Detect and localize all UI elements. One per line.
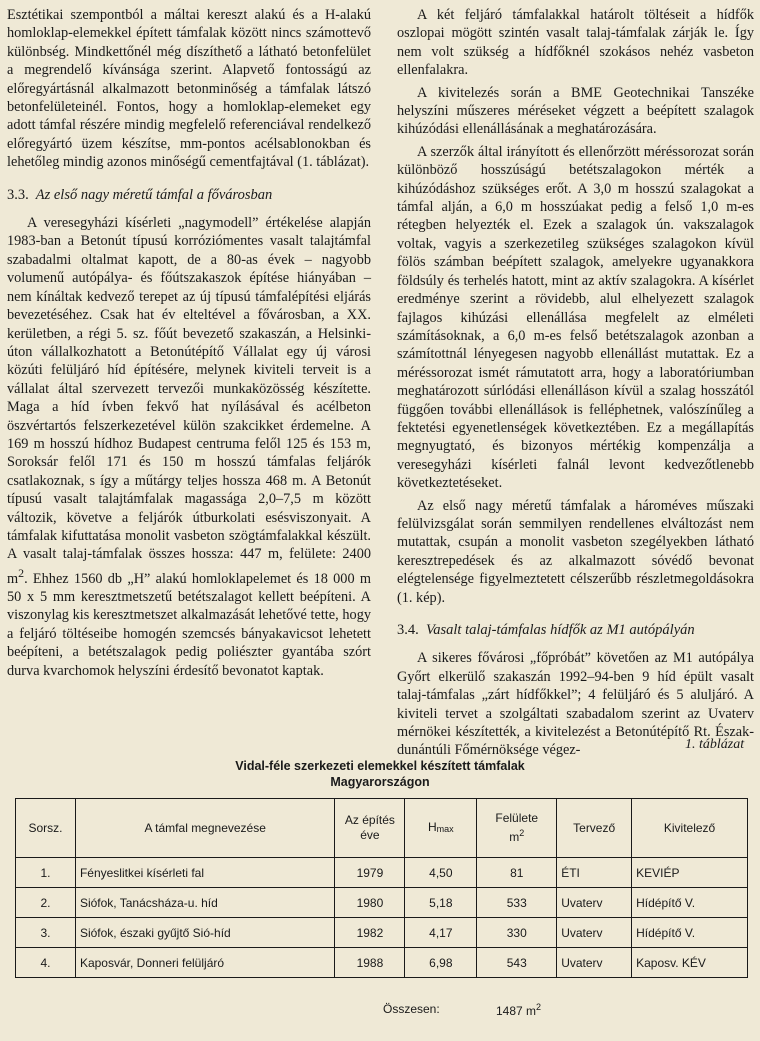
cell-designer: Uvaterv [557,888,632,918]
total-value-sup: 2 [536,1002,542,1012]
header-name: A támfal megnevezése [75,799,335,858]
header-area-line1: Felülete [495,811,539,825]
cell-name: Kaposvár, Donneri felüljáró [75,948,335,978]
header-hmax-sub: max [436,823,454,834]
paragraph-text: A veresegyházi kísérleti „nagymodell” értékelése alapján 1983-ban a Betonút típusú korróziómentes vasalt talajtámfal szabadalmi oltalmat kapott, de a 80-as évek – nagyobb volumenű autópálya- és főútszakaszok építése hiányában – nem kínáltak kedvező terepet az új típusú támfalépítési eljárás bevezetéséhez. Csak hat év elteltével a fővárosban, a XX. kerületben, a régi 5. sz. főút bevezető szakaszán, a Helsinki-úton vállalkozhatott a Betonútépítő Vállalat egy új városi közúti felüljáró híd építésére, melynek kiviteli terveit is a vállalat által szervezett tervezői munkaközösség készítette. Maga a híd ívben fekvő hat nyílásával és acélbeton öszvértartós felszerkezetével külön szakcikket érdemelne. A 169 m hosszú hídhoz Budapest centruma felől 125 és 153 m, Soroksár felől 171 és 150 m hosszú támfalas feljárók csatlakoznak, s így a műtárgy teljes hossza 468 m. A Betonút típusú vasalt talajtámfalak magassága 2,0–7,5 m között változik, követve a feljárók útburkolati esésviszonyait. A támfalak kifuttatása monolit vasbeton szögtámfalakkal készült. A vasalt talaj-támfalak összes hossza: 447 m, felülete: 2400 m [7,215,371,587]
section-title: Vasalt talaj-támfalas hídfők az M1 autópályán [426,622,695,638]
left-paragraph-1: Esztétikai szempontból a máltai kereszt alakú és a H-alakú homloklap-elemekkel épített támfalak között nincs számottevő különbség. Mindkettőnél még díszíthető a látható betonfelület a megrendelő kívánsága szerint. Alapvető fontosságú az előregyártásnál alkalmazott betonminőség a támfalak látszó betonfelületeinél. Fontos, hogy a homloklap-elemeket egy adott támfal részére mindig megfelelő referenciával rendelkező előregyártó üzem készítse, mm-pontos acélsablonokban és lehetőleg mindig azonos minőségű cementfajtával (1. táblázat). [7,7,371,171]
header-hmax-h: H [427,819,437,834]
cell-year: 1982 [335,918,405,948]
table-caption-line-1: Vidal-féle szerkezeti elemekkel készített támfalak [235,759,525,773]
cell-hmax: 4,17 [405,918,477,948]
total-value-number: 1487 m [496,1004,537,1018]
right-paragraph-3: A szerzők által irányított és ellenőrzött méréssorozat során különböző hosszúságú betétszalagokon mérték a kihúzódáshoz szükséges erőt. A 3,0 m hosszú szalagokat a támfal alján, a 6,0 m hosszúakat pedig a felső 1,0 m-es rétegben helyezték el. Ezek a szalagok ún. vakszalagok voltak, vagyis a szerkezetileg szükséges szalagokon kívül fölös számban beépített szalagok, amelyekre ugyanakkora földsúly és terhelés hatott, mint az aktív szalagokra. A kísérlet eredménye szerint a rövidebb, alul elhelyezett szalagok fajlagos kihúzási ellenállása megfelelt az elméleti számításoknak, a 6,0 m-es felső betétszalagok azonban a számítottnál lényegesen nagyobb ellenállást mutattak. Ez a méréssorozat ismét rámutatott arra, hogy a laboratóriumban meghatározott súrlódási ellenálláson kívül a szalag hosszától függően további ellenállások is felléphetnek, valószínűleg a fektetési egyenetlenségek következtében. Ez a megállapítás megnyugtató, és bizonyos mértékig kompenzálja a veresegyházi kísérleti falnál levont kedvezőtlenebb következtetéseket. [397,143,754,492]
header-hmax [405,799,477,858]
header-area-unit: m [509,830,520,844]
cell-designer: Uvaterv [557,918,632,948]
cell-area: 81 [477,858,557,888]
cell-contractor: Kaposv. KÉV [632,948,748,978]
cell-area: 330 [477,918,557,948]
right-column [397,6,754,764]
right-paragraph-4: Az első nagy méretű támfalak a hároméves műszaki felülvizsgálat során semmilyen rendellenes elváltozást nem mutattak, csupán a monolit vasbeton szegélyekben látható keresztrepedések és az alkalmazott sóvédő bevonat elégtelensége figyelmeztetett célszerűbb részletmegoldásokra (1. kép). [397,497,754,606]
section-title: Az első nagy méretű támfal a fővárosban [35,186,273,203]
cell-name: Fényeslitkei kísérleti fal [75,858,335,888]
section-number: 3.3. [7,186,29,203]
cell-designer: ÉTI [557,858,632,888]
header-contractor: Kivitelező [632,799,748,858]
table-reference: 1. táblázat [685,737,745,752]
cell-contractor: Hídépítő V. [632,888,748,918]
header-year [335,799,405,858]
left-paragraph-2 [7,214,371,680]
cell-hmax: 4,50 [405,858,477,888]
header-year-line2: éve [360,828,380,842]
right-paragraph-5: A sikeres fővárosi „főpróbát” követően az M1 autópálya Győrt elkerülő szakaszán 1992–94-ben 9 híd épült vasalt talaj-támfalas „zárt hídfőkkel”; 4 felüljáró és 5 aluljáró. A kiviteli tervet a szolgáltati szabadalom szerint az Uvaterv mérnökei készítették, a kivitelezést a Betonútépítő Rt. Észak-dunántúli Főmérnöksége végez- [397,650,754,759]
table-caption-line-2: Magyarországon [330,775,430,789]
header-area [477,799,557,858]
cell-year: 1979 [335,858,405,888]
cell-sorsz: 3. [16,918,76,948]
total-label: Összesen: [383,1002,440,1016]
cell-year: 1980 [335,888,405,918]
section-heading-3-3 [7,186,371,204]
section-heading-3-4 [397,621,754,639]
header-designer: Tervező [557,799,632,858]
cell-sorsz: 4. [16,948,76,978]
cell-year: 1988 [335,948,405,978]
paragraph-text-cont: . Ehhez 1560 db „H” alakú homloklapelemet és 18 000 m 50 x 5 mm keresztmetszetű betétszalagot kellett beépíteni. A viszonylag kis keresztmetszet alkalmazását lehetővé tette, hogy a feljáró töltéseibe homogén szemcsés bányakavicsot lehetett beépíteni, a betétszalagok pedig poliészter gyantába szórt durva kvarchomok helyszíni érdesítő bevonatot kaptak. [7,570,371,679]
cell-name: Siófok, északi gyűjtő Sió-híd [75,918,335,948]
section-number: 3.4. [397,622,419,638]
superscript: 2 [18,565,25,580]
table-row [16,888,748,918]
header-sorsz: Sorsz. [16,799,76,858]
cell-hmax: 5,18 [405,888,477,918]
header-year-line1: Az építés [344,813,395,827]
table-row [16,858,748,888]
cell-area: 533 [477,888,557,918]
cell-hmax: 6,98 [405,948,477,978]
left-column [7,6,371,684]
cell-contractor: Hídépítő V. [632,918,748,948]
table-row [16,948,748,978]
data-table [15,798,748,978]
cell-contractor: KEVIÉP [632,858,748,888]
total-value [496,1002,541,1018]
right-paragraph-1: A két feljáró támfalakkal határolt töltéseit a hídfők oszlopai mögött szintén vasalt talaj-támfalak zárják le. Így nem volt szükség a hídfőknél szokásos nehéz vasbeton ellenfalakra. [397,7,754,79]
cell-name: Siófok, Tanácsháza-u. híd [75,888,335,918]
header-area-sup: 2 [519,828,525,838]
right-paragraph-2: A kivitelezés során a BME Geotechnikai Tanszéke helyszíni műszeres méréseket végzett a beépített szalagok kihúzódási ellenállásának a meghatározására. [397,84,754,138]
table-header-row [16,799,748,858]
cell-area: 543 [477,948,557,978]
table-row [16,918,748,948]
cell-sorsz: 1. [16,858,76,888]
cell-designer: Uvaterv [557,948,632,978]
cell-sorsz: 2. [16,888,76,918]
